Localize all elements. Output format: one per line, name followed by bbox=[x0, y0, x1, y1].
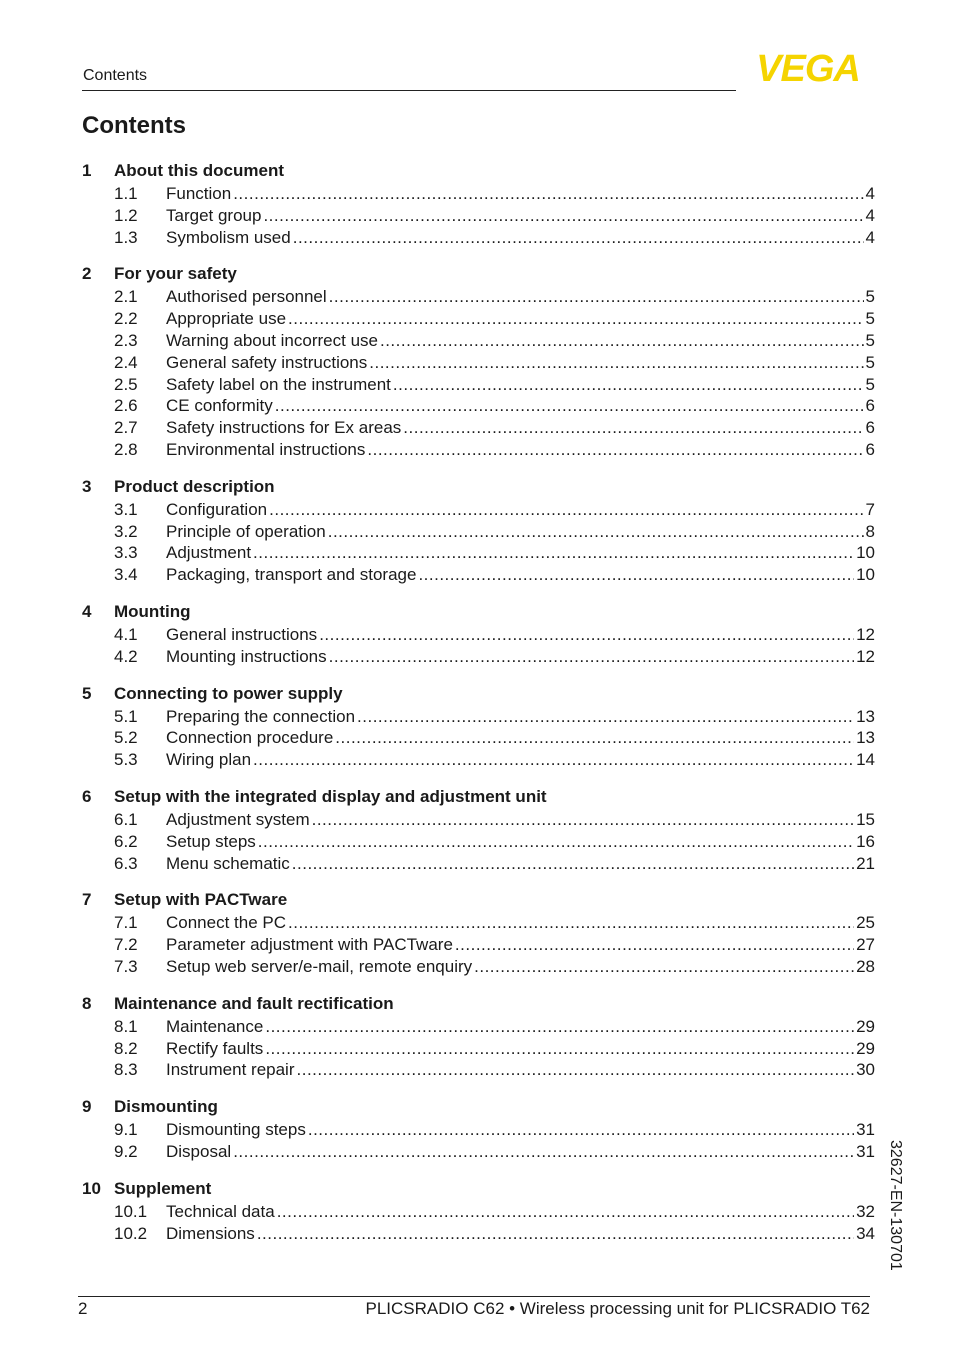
toc-section bbox=[82, 1094, 875, 1164]
entry-title: Authorised personnel bbox=[166, 287, 327, 307]
toc-entry[interactable] bbox=[82, 543, 875, 565]
toc-section-heading[interactable] bbox=[82, 784, 875, 810]
entry-title: Menu schematic bbox=[166, 853, 290, 873]
toc-entry[interactable] bbox=[82, 1017, 875, 1039]
toc-entry[interactable] bbox=[82, 418, 875, 440]
toc-entry[interactable] bbox=[82, 1142, 875, 1164]
section-title: Mounting bbox=[114, 601, 191, 621]
entry-title: Appropriate use bbox=[166, 309, 287, 329]
dot-leader bbox=[329, 287, 864, 307]
entry-number: 5.3 bbox=[114, 750, 138, 770]
entry-page-number: 5 bbox=[865, 352, 875, 372]
section-title: About this document bbox=[114, 161, 284, 180]
entry-page-number: 5 bbox=[865, 374, 875, 394]
dot-leader bbox=[258, 832, 854, 852]
entry-number: 2.1 bbox=[114, 287, 138, 307]
dot-leader bbox=[275, 396, 864, 416]
entry-title: Connection procedure bbox=[166, 728, 334, 748]
vega-logo-graphic bbox=[742, 50, 874, 84]
entry-page-number: 31 bbox=[856, 1120, 875, 1140]
section-number: 7 bbox=[82, 890, 92, 910]
entry-page-number: 14 bbox=[856, 750, 875, 770]
entry-number: 6.2 bbox=[114, 831, 138, 851]
entry-title: General safety instructions bbox=[166, 352, 368, 372]
footer-page-number: 2 bbox=[78, 1299, 88, 1318]
toc-entry[interactable] bbox=[82, 935, 875, 957]
footer-rule bbox=[78, 1296, 870, 1297]
dot-leader bbox=[312, 810, 854, 830]
toc-entry[interactable] bbox=[82, 1060, 875, 1082]
toc-section-heading[interactable] bbox=[82, 991, 875, 1017]
entry-number: 2.3 bbox=[114, 330, 138, 350]
dot-leader bbox=[319, 625, 854, 645]
section-number: 4 bbox=[82, 601, 92, 621]
entry-page-number: 10 bbox=[856, 565, 875, 585]
entry-title: Adjustment system bbox=[166, 809, 310, 829]
dot-leader bbox=[288, 309, 864, 329]
toc-entry[interactable] bbox=[82, 832, 875, 854]
entry-title: Setup web server/e-mail, remote enquiry bbox=[166, 956, 473, 976]
dot-leader bbox=[263, 206, 863, 226]
toc-entry[interactable] bbox=[82, 287, 875, 309]
entry-page-number: 29 bbox=[856, 1016, 875, 1036]
entry-number: 2.2 bbox=[114, 309, 138, 329]
dot-leader bbox=[253, 750, 854, 770]
entry-title: Configuration bbox=[166, 499, 268, 519]
dot-leader bbox=[233, 184, 863, 204]
section-number: 6 bbox=[82, 786, 92, 806]
entry-number: 2.5 bbox=[114, 374, 138, 394]
entry-number: 1.2 bbox=[114, 205, 138, 225]
section-number: 9 bbox=[82, 1097, 92, 1117]
entry-number: 7.2 bbox=[114, 935, 138, 955]
dot-leader bbox=[297, 1060, 855, 1080]
entry-page-number: 12 bbox=[856, 624, 875, 644]
dot-leader bbox=[455, 935, 854, 955]
entry-number: 5.1 bbox=[114, 706, 138, 726]
toc-entry[interactable] bbox=[82, 810, 875, 832]
entry-title: Dismounting steps bbox=[166, 1120, 306, 1140]
toc-section bbox=[82, 1176, 875, 1246]
toc-entry[interactable] bbox=[82, 440, 875, 462]
entry-page-number: 30 bbox=[856, 1060, 875, 1080]
entry-page-number: 13 bbox=[856, 728, 875, 748]
section-title: Product description bbox=[114, 476, 275, 496]
entry-number: 2.4 bbox=[114, 352, 138, 372]
entry-number: 2.8 bbox=[114, 439, 138, 459]
toc-entry[interactable] bbox=[82, 565, 875, 587]
entry-title: Packaging, transport and storage bbox=[166, 565, 417, 585]
section-number: 5 bbox=[82, 683, 92, 703]
entry-number: 5.2 bbox=[114, 728, 138, 748]
entry-title: Target group bbox=[166, 205, 262, 225]
entry-page-number: 7 bbox=[865, 499, 875, 519]
entry-number: 7.3 bbox=[114, 956, 138, 976]
toc-section bbox=[82, 784, 875, 875]
entry-page-number: 5 bbox=[865, 330, 875, 350]
entry-number: 10.2 bbox=[114, 1223, 148, 1243]
entry-number: 8.1 bbox=[114, 1016, 138, 1036]
entry-page-number: 31 bbox=[856, 1141, 875, 1161]
toc-section-heading[interactable] bbox=[82, 261, 875, 287]
entry-title: Mounting instructions bbox=[166, 646, 327, 666]
toc-entry[interactable] bbox=[82, 353, 875, 375]
toc-entry[interactable] bbox=[82, 375, 875, 397]
entry-page-number: 6 bbox=[865, 418, 875, 438]
entry-page-number: 13 bbox=[856, 706, 875, 726]
toc-entry[interactable] bbox=[82, 750, 875, 772]
dot-leader bbox=[367, 440, 863, 460]
dot-leader bbox=[269, 500, 863, 520]
toc-entry[interactable] bbox=[82, 957, 875, 979]
entry-page-number: 32 bbox=[856, 1201, 875, 1221]
entry-page-number: 4 bbox=[865, 184, 875, 203]
entry-number: 4.2 bbox=[114, 646, 138, 666]
entry-title: Disposal bbox=[166, 1141, 232, 1161]
entry-page-number: 12 bbox=[856, 646, 875, 666]
section-title: Dismounting bbox=[114, 1097, 218, 1117]
entry-title: Environmental instructions bbox=[166, 439, 366, 459]
document-id: 32627-EN-130701 bbox=[887, 1140, 904, 1271]
section-title: Supplement bbox=[114, 1178, 212, 1198]
toc-section-heading[interactable] bbox=[82, 887, 875, 913]
entry-title: Symbolism used bbox=[166, 227, 291, 247]
entry-title: CE conformity bbox=[166, 396, 273, 416]
dot-leader bbox=[265, 1039, 854, 1059]
toc-entry[interactable] bbox=[82, 184, 875, 206]
toc-entry[interactable] bbox=[82, 913, 875, 935]
section-title: For your safety bbox=[114, 264, 237, 284]
entry-number: 4.1 bbox=[114, 624, 138, 644]
dot-leader bbox=[253, 543, 854, 563]
section-title: Connecting to power supply bbox=[114, 683, 343, 703]
entry-title: General instructions bbox=[166, 624, 318, 644]
entry-number: 3.1 bbox=[114, 499, 138, 519]
toc-entry[interactable] bbox=[82, 854, 875, 876]
toc-entry[interactable] bbox=[82, 309, 875, 331]
toc-section bbox=[82, 261, 875, 461]
entry-number: 6.1 bbox=[114, 809, 138, 829]
dot-leader bbox=[233, 1142, 854, 1162]
entry-number: 2.6 bbox=[114, 396, 138, 416]
dot-leader bbox=[265, 1017, 854, 1037]
toc-entry[interactable] bbox=[82, 331, 875, 353]
dot-leader bbox=[292, 854, 854, 874]
section-number: 2 bbox=[82, 264, 92, 284]
entry-page-number: 8 bbox=[865, 521, 875, 541]
entry-number: 8.2 bbox=[114, 1038, 138, 1058]
entry-page-number: 10 bbox=[856, 543, 875, 563]
entry-page-number: 28 bbox=[856, 956, 875, 976]
dot-leader bbox=[277, 1202, 854, 1222]
toc-section-heading[interactable] bbox=[82, 474, 875, 500]
entry-title: Connect the PC bbox=[166, 913, 287, 933]
entry-title: Wiring plan bbox=[166, 750, 252, 770]
toc-entry[interactable] bbox=[82, 396, 875, 418]
dot-leader bbox=[329, 647, 854, 667]
dot-leader bbox=[335, 728, 854, 748]
entry-number: 1.1 bbox=[114, 184, 138, 203]
entry-title: Safety label on the instrument bbox=[166, 374, 391, 394]
toc-section bbox=[82, 158, 875, 249]
vega-logo-text: VEGA bbox=[756, 50, 860, 84]
entry-title: Technical data bbox=[166, 1201, 275, 1221]
entry-number: 3.3 bbox=[114, 543, 138, 563]
section-number: 1 bbox=[82, 161, 92, 180]
dot-leader bbox=[288, 913, 854, 933]
entry-title: Preparing the connection bbox=[166, 706, 356, 726]
entry-title: Instrument repair bbox=[166, 1060, 295, 1080]
dot-leader bbox=[328, 522, 864, 542]
dot-leader bbox=[357, 707, 854, 727]
entry-page-number: 25 bbox=[856, 913, 875, 933]
entry-title: Maintenance bbox=[166, 1016, 264, 1036]
toc-entry[interactable] bbox=[82, 728, 875, 750]
header-label: Contents bbox=[83, 67, 148, 84]
toc-entry[interactable] bbox=[82, 206, 875, 228]
toc-entry[interactable] bbox=[82, 228, 875, 250]
entry-number: 8.3 bbox=[114, 1060, 138, 1080]
entry-page-number: 27 bbox=[856, 935, 875, 955]
entry-page-number: 4 bbox=[865, 205, 875, 225]
dot-leader bbox=[474, 957, 854, 977]
entry-title: Parameter adjustment with PACTware bbox=[166, 935, 453, 955]
dot-leader bbox=[380, 331, 864, 351]
footer-title: PLICSRADIO C62 • Wireless processing unit for PLICSRADIO T62 bbox=[365, 1299, 870, 1318]
entry-number: 7.1 bbox=[114, 913, 138, 933]
entry-page-number: 21 bbox=[856, 853, 875, 873]
toc-entry[interactable] bbox=[82, 707, 875, 729]
section-title: Setup with PACTware bbox=[114, 890, 288, 910]
entry-page-number: 5 bbox=[865, 287, 875, 307]
section-title: Maintenance and fault rectification bbox=[114, 993, 394, 1013]
section-number: 3 bbox=[82, 476, 92, 496]
toc-entry[interactable] bbox=[82, 1120, 875, 1142]
entry-number: 9.1 bbox=[114, 1120, 138, 1140]
toc-entry[interactable] bbox=[82, 647, 875, 669]
entry-page-number: 6 bbox=[865, 439, 875, 459]
toc-entry[interactable] bbox=[82, 522, 875, 544]
toc-section bbox=[82, 681, 875, 772]
dot-leader bbox=[257, 1224, 854, 1244]
entry-page-number: 6 bbox=[865, 396, 875, 416]
entry-title: Safety instructions for Ex areas bbox=[166, 418, 402, 438]
dot-leader bbox=[403, 418, 863, 438]
entry-title: Warning about incorrect use bbox=[166, 330, 378, 350]
vega-logo bbox=[742, 50, 874, 84]
toc-entry[interactable] bbox=[82, 500, 875, 522]
dot-leader bbox=[418, 565, 854, 585]
dot-leader bbox=[293, 228, 864, 248]
entry-page-number: 16 bbox=[856, 831, 875, 851]
entry-title: Setup steps bbox=[166, 831, 256, 851]
toc-section-heading[interactable] bbox=[82, 681, 875, 707]
entry-number: 2.7 bbox=[114, 418, 138, 438]
entry-title: Dimensions bbox=[166, 1223, 255, 1243]
toc-section-heading[interactable] bbox=[82, 158, 875, 184]
section-number: 10 bbox=[82, 1178, 101, 1198]
entry-number: 6.3 bbox=[114, 853, 138, 873]
entry-number: 3.2 bbox=[114, 521, 138, 541]
toc-entry[interactable] bbox=[82, 1202, 875, 1224]
toc-section bbox=[82, 887, 875, 978]
entry-number: 1.3 bbox=[114, 227, 138, 247]
toc-section-heading[interactable] bbox=[82, 599, 875, 625]
dot-leader bbox=[393, 375, 864, 395]
section-title: Setup with the integrated display and adjustment unit bbox=[114, 786, 547, 806]
entry-page-number: 15 bbox=[856, 809, 875, 829]
entry-title: Function bbox=[166, 184, 232, 203]
header-rule bbox=[82, 90, 736, 91]
toc-section-heading[interactable] bbox=[82, 1094, 875, 1120]
entry-number: 9.2 bbox=[114, 1141, 138, 1161]
section-number: 8 bbox=[82, 993, 92, 1013]
toc-entry[interactable] bbox=[82, 625, 875, 647]
dot-leader bbox=[308, 1120, 854, 1140]
entry-page-number: 34 bbox=[856, 1223, 875, 1243]
page-title: Contents bbox=[82, 112, 186, 139]
toc-section bbox=[82, 599, 875, 669]
toc-section-heading[interactable] bbox=[82, 1176, 875, 1202]
entry-title: Principle of operation bbox=[166, 521, 326, 541]
entry-page-number: 4 bbox=[865, 227, 875, 247]
table-of-contents bbox=[82, 158, 875, 1257]
entry-title: Adjustment bbox=[166, 543, 252, 563]
dot-leader bbox=[369, 353, 863, 373]
entry-title: Rectify faults bbox=[166, 1038, 264, 1058]
toc-section bbox=[82, 474, 875, 587]
entry-page-number: 29 bbox=[856, 1038, 875, 1058]
toc-entry[interactable] bbox=[82, 1224, 875, 1246]
toc-entry[interactable] bbox=[82, 1039, 875, 1061]
entry-number: 3.4 bbox=[114, 565, 138, 585]
toc-section bbox=[82, 991, 875, 1082]
entry-page-number: 5 bbox=[865, 309, 875, 329]
entry-number: 10.1 bbox=[114, 1201, 148, 1221]
